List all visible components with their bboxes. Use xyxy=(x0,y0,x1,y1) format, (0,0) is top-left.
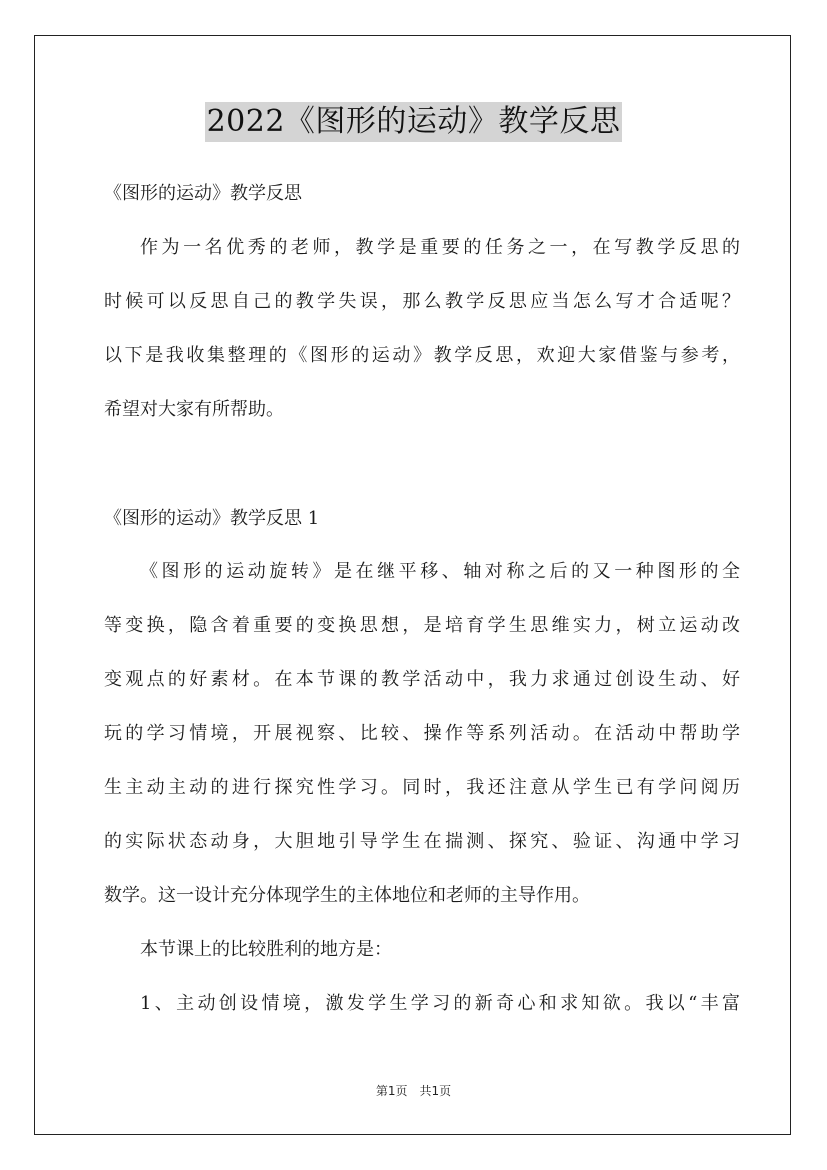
success-intro: 本节课上的比较胜利的地方是： xyxy=(140,939,392,960)
body-line-2: 等变换，隐含着重要的变换思想，是培育学生思维实力，树立运动改 xyxy=(104,615,740,636)
body-line-7: 数学。这一设计充分体现学生的主体地位和老师的主导作用。 xyxy=(104,885,590,906)
intro-line-3: 以下是我收集整理的《图形的运动》教学反思，欢迎大家借鉴与参考， xyxy=(104,345,740,366)
intro-line-2: 时候可以反思自己的教学失误，那么教学反思应当怎么写才合适呢？ xyxy=(104,291,740,312)
intro-line-4: 希望对大家有所帮助。 xyxy=(104,399,284,420)
body-line-4: 玩的学习情境，开展视察、比较、操作等系列活动。在活动中帮助学 xyxy=(104,723,740,744)
intro-line-1: 作为一名优秀的老师，教学是重要的任务之一，在写教学反思的 xyxy=(140,237,740,258)
body-line-5: 生主动主动的进行探究性学习。同时，我还注意从学生已有学问阅历 xyxy=(104,777,740,798)
body-line-6: 的实际状态动身，大胆地引导学生在揣测、探究、验证、沟通中学习 xyxy=(104,831,740,852)
subtitle: 《图形的运动》教学反思 xyxy=(104,183,302,204)
section-heading: 《图形的运动》教学反思 1 xyxy=(104,508,320,529)
title-container xyxy=(0,102,827,142)
point-1: 1、主动创设情境，激发学生学习的新奇心和求知欲。我以“丰富 xyxy=(140,993,740,1014)
body-line-1: 《图形的运动旋转》是在继平移、轴对称之后的又一种图形的全 xyxy=(140,561,740,582)
body-line-3: 变观点的好素材。在本节课的教学活动中，我力求通过创设生动、好 xyxy=(104,669,740,690)
document-title: 2022《图形的运动》教学反思 xyxy=(205,102,623,142)
page-footer: 第1页 共1页 xyxy=(375,1084,452,1098)
